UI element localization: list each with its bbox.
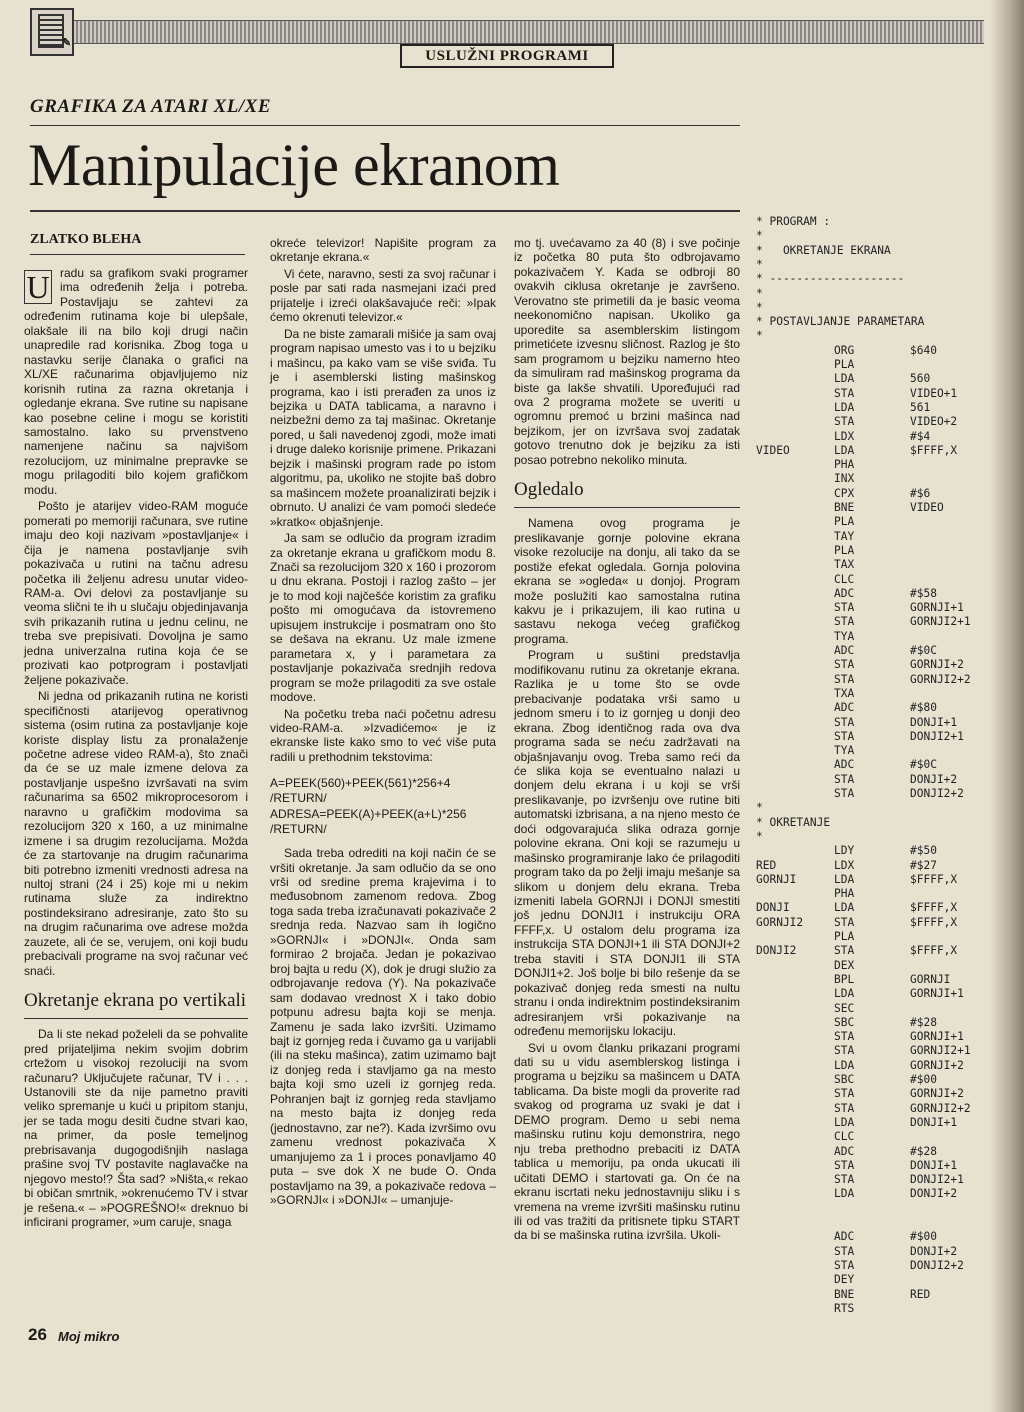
title-rule	[30, 210, 740, 212]
listing-opcode: STA	[834, 1044, 855, 1058]
header-bar	[32, 20, 984, 44]
listing-opcode: ADC	[834, 1230, 855, 1244]
listing-operand: DONJI2+1	[910, 1173, 964, 1187]
listing-label: VIDEO	[756, 443, 790, 457]
listing-operand: DONJI2+2	[910, 787, 964, 800]
listing-operand: DONJI+2	[910, 772, 958, 786]
listing-opcode: STA	[834, 658, 855, 672]
listing-label: * OKRETANJE	[756, 815, 831, 829]
author-byline: ZLATKO BLEHA	[30, 232, 142, 247]
listing-operand: GORNJI2+1	[910, 1044, 971, 1058]
listing-opcode: CLC	[834, 572, 855, 586]
listing-operand: GORNJI2+2	[910, 672, 971, 686]
col1-paragraph-2: Pošto je atarijev video-RAM moguće pomerati po memoriji računara, sve rutine imaju deo koji nazivam »postavljanje« i čija je namena postavljanje svih pokazivača u rutini na tačnu adresu početka ili željenu adresu unutar video-RAM-a. Ovi delovi za postavljanje su veoma slični te ih u slučaju objedinjavanja svih prikazanih rutina u jednu celinu, ne treba sve prepisivati. Dovoljna je samo jedna univerzalna rutina koja će se prozivati kao potprogram i postavljati željene pokazivače.	[24, 499, 248, 687]
code-line-2: ADRESA=PEEK(A)+PEEK(a+L)*256 /RETURN/	[270, 807, 467, 836]
listing-label: *	[756, 300, 763, 314]
listing-opcode: ADC	[834, 1144, 855, 1158]
listing-operand: $FFFF,X	[910, 443, 958, 457]
col3-paragraph-4: Svi u ovom članku prikazani programi dati su u vidu asemblerskog listinga i programa u bejziku sa mašincem u DATA tablicama. Da biste mogli da proverite rad svakog od programa uz svaki je dat i DEMO program. Demo u sebi nema mašinsku rutinu koju demonstrira, nego nju treba prethodno prebaciti iz DATA tablica u memoriju, pa onda ukucati ili učitati DEMO i startovati ga. On će na ekranu iscrtati neku jednostavniju sliku i s vremena na vreme izvršiti mašinsku rutinu ili od vas tražiti da pritisnete tipku START da bi se mašinska rutina izvršila. Ukoli-	[514, 1040, 740, 1243]
col2-paragraph-6: Sada treba odrediti na koji način će se vršiti okretanje. Ja sam odlučio da se ono vrši od sredine prema krajevima i to međusobnom zamenom redova. Zbog toga sada treba izračunavati pokazivače 2 srednja reda. Nazvao sam ih logično »GORNJI« i »DONJI«. Onda sam formirao 2 brojača. Jedan je pokazivao broj bajta u redu (X), dok je drugi služio za odbrojavanje redova (Y). Na pokazivače sam dodavao vrednost X i tako dobio potpunu adresu bajta koji se menja. Zamenu je sada lako izvršiti. Uzimamo bajt iz gornjeg reda i čuvamo ga u varijabli (ili na steku mašinca), zatim uzimamo bajt iz donjeg reda i stavljamo ga na mesto bajta koji smo uzeli iz gornjeg reda. Pohranjen bajt iz gornjeg reda stavljamo na mesto bajta iz donjeg reda (jednostavno, zar ne?). Kada izvršimo ovu zamenu vrednost pokazivača X umanjujemo za 1 i proces ponavljamo 40 puta – sve dok X ne bude O. Onda postavljamo na 39, a pokazivače redova – »GORNJI« i »DONJI« – umanjuje-	[270, 846, 496, 1207]
listing-label: * --------------------	[756, 272, 905, 286]
byline-rule	[30, 254, 245, 255]
listing-opcode: BPL	[834, 972, 855, 986]
listing-operand: #$58	[910, 586, 937, 600]
listing-opcode: ADC	[834, 586, 855, 600]
listing-opcode: STA	[834, 729, 855, 743]
listing-opcode: PLA	[834, 358, 855, 371]
computer-logo-icon: ✎	[30, 8, 74, 56]
listing-opcode: ORG	[834, 343, 855, 357]
listing-opcode: STA	[834, 772, 855, 786]
drop-cap: U	[24, 270, 52, 304]
col1-paragraph-3: Ni jedna od prikazanih rutina ne koristi specifičnosti atarijevog operativnog sistema (osim rutina za postavljanje koje koriste display listu za pronalaženje početne adrese video RAM-a), što znači da će se uz male izmene delova za postavljanje uspešno izvršavati na svim računarima sa 6502 mikroprocesorom i naravno u grafičkim modovima sa rezolucijom 320 x 160, a uz minimalne izmene i sa drugim rezolucijama. Možda će za startovanje na drugim računarima biti potrebno izmeniti vrednosti adresa na nultoj strani (24 i 25) koje mi u nekim rutinama služe za indirektno postindeksirano adresiranje, zato što su na drugim računarima ove adrese možda zauzete, ali će se, verujem, oni koji budu prebacivali programe na svoj računar već snaći.	[24, 689, 248, 978]
listing-label: * OKRETANJE EKRANA	[756, 243, 891, 257]
page-number: 26	[28, 1325, 47, 1344]
subhead-mirror: Ogledalo	[514, 479, 740, 508]
listing-operand: #$0C	[910, 758, 937, 772]
listing-operand: GORNJI+1	[910, 1030, 964, 1044]
listing-opcode: STA	[834, 1244, 855, 1258]
listing-operand: GORNJI2+2	[910, 1101, 971, 1115]
listing-opcode: STA	[834, 601, 855, 615]
listing-opcode: DEY	[834, 1273, 855, 1287]
listing-opcode: LDA	[834, 987, 855, 1001]
listing-opcode: INX	[834, 472, 855, 486]
listing-label: *	[756, 229, 763, 243]
listing-label: *	[756, 257, 763, 271]
listing-label: * PROGRAM :	[756, 215, 831, 228]
listing-opcode: BNE	[834, 501, 855, 514]
col2-paragraph-1: okreće televizor! Napišite program za okretanje ekrana.«	[270, 236, 496, 265]
listing-opcode: STA	[834, 944, 855, 958]
col3-paragraph-2: Namena ovog programa je preslikavanje gornje polovine ekrana visoke rezolucije na donju, ali tako da se postiže efekat ogledala. Gornja polovina ekrana se »ogleda« u donjoj. Program može poslužiti kao samostalna rutina kakvu je i prikazujem, ili kao rutina u sastavu nekoga većeg grafičkog programa.	[514, 516, 740, 646]
listing-opcode: TYA	[834, 744, 855, 758]
listing-operand: $FFFF,X	[910, 944, 958, 958]
listing-opcode: PHA	[834, 458, 855, 472]
listing-operand: GORNJI+1	[910, 987, 964, 1001]
listing-operand: DONJI+1	[910, 715, 958, 729]
listing-opcode: LDA	[834, 372, 855, 386]
listing-label: GORNJI	[756, 872, 797, 886]
listing-opcode: ADC	[834, 644, 855, 657]
listing-operand: DONJI+1	[910, 1158, 958, 1172]
listing-operand: #$28	[910, 1015, 937, 1029]
listing-opcode: LDA	[834, 443, 855, 457]
listing-opcode: LDA	[834, 901, 855, 915]
article-column-3	[514, 236, 740, 1245]
listing-opcode: SEC	[834, 1001, 855, 1015]
listing-opcode: STA	[834, 1173, 855, 1187]
listing-opcode: RTS	[834, 1301, 855, 1315]
listing-operand: $FFFF,X	[910, 872, 958, 886]
col2-paragraph-3: Da ne biste zamarali mišiće ja sam ovaj program napisao umesto vas i to u bejziku i mašincu, pa kako vam se više sviđa. Tu je i asemblerski listing mašinskog programa, kao i isti prerađen za unos iz bejzika u DATA tablicama, a naravno i neizbežni demo za taj mašinac. Okretanje pored, u šali navedenoj zgodi, može imati i druge daleko korisnije primene. Prikazani bejzik i mašinski program rade po istom algoritmu, pa, ukoliko ne stojite baš dobro sa mašincem možete proanalizirati bejzik i obrnuto. U analizi će vam pomoći sledeće »kratko« objašnjenje.	[270, 326, 496, 529]
listing-operand: #$27	[910, 858, 937, 872]
listing-label: DONJI	[756, 901, 790, 915]
listing-operand: RED	[910, 1287, 931, 1301]
section-tag: USLUŽNI PROGRAMI	[400, 44, 614, 68]
listing-opcode: CLC	[834, 1130, 855, 1144]
listing-operand: VIDEO+2	[910, 415, 958, 429]
listing-operand: #$00	[910, 1230, 937, 1244]
listing-opcode: LDA	[834, 1187, 855, 1201]
listing-opcode: TYA	[834, 629, 855, 643]
article-column-2	[270, 236, 496, 1209]
listing-opcode: STA	[834, 1030, 855, 1044]
listing-opcode: DEX	[834, 958, 855, 972]
col1-paragraph-4: Da li ste nekad poželeli da se pohvalite pred prijateljima nekim svojim dobrim crtežom u visokoj rezoluciji na svom računaru? Uključujete računar, TV i . . . Ustanovili ste da nije pametno praviti veliko spremanje u kući u pripitom stanju, jer se tada mogu desiti čudne stvari kao, na primer, da posle temeljnog prebrisavanja dugogodišnjih naslaga prašine svoj TV postavite naglavačke na njegovo mesto!? Šta sad? »Ništa,« rekao bi običan smrtnik, »okrenućemo TV i stvar je rešena.« – »POGREŠNO!« dreknuo bi inficirani programer, »um caruje, snaga	[24, 1027, 248, 1230]
listing-opcode: STA	[834, 1101, 855, 1115]
col2-paragraph-5: Na početku treba naći početnu adresu video-RAM-a. »Izvadićemo« je iz ekranske liste kako smo to već više puta radili u prethodnim tekstovima:	[270, 706, 496, 764]
listing-operand: GORNJI+1	[910, 601, 964, 615]
listing-label: *	[756, 801, 763, 815]
listing-opcode: BNE	[834, 1287, 855, 1301]
listing-opcode: PLA	[834, 930, 855, 943]
subhead-vertical-flip: Okretanje ekrana po vertikali	[24, 990, 248, 1019]
listing-label: * POSTAVLJANJE PARAMETARA	[756, 315, 925, 329]
listing-opcode: LDA	[834, 400, 855, 414]
col2-paragraph-2: Vi ćete, naravno, sesti za svoj računar i posle par sati rada nasmejani izaći pred prijatelje i izreći olakšavajuće reči: »Ipak ćemo okrenuti televizor.«	[270, 266, 496, 325]
listing-opcode: STA	[834, 615, 855, 629]
listing-operand: DONJI+2	[910, 1187, 958, 1201]
listing-opcode: STA	[834, 415, 855, 429]
listing-operand: #$28	[910, 1144, 937, 1158]
listing-operand: VIDEO+1	[910, 386, 958, 400]
code-line-1: A=PEEK(560)+PEEK(561)*256+4 /RETURN/	[270, 776, 451, 805]
listing-opcode: ADC	[834, 701, 855, 715]
listing-operand: DONJI2+2	[910, 1258, 964, 1272]
listing-operand: GORNJI	[910, 972, 951, 986]
listing-opcode: LDA	[834, 1115, 855, 1129]
listing-opcode: PHA	[834, 887, 855, 901]
listing-opcode: STA	[834, 787, 855, 800]
listing-label: *	[756, 286, 763, 300]
listing-operand: $FFFF,X	[910, 915, 958, 929]
listing-operand: GORNJI2+1	[910, 615, 971, 629]
listing-operand: VIDEO	[910, 501, 944, 514]
listing-label: *	[756, 329, 763, 343]
listing-opcode: LDA	[834, 872, 855, 886]
listing-opcode: STA	[834, 1087, 855, 1101]
listing-operand: GORNJI+2	[910, 658, 964, 672]
listing-opcode: TAX	[834, 558, 855, 572]
listing-opcode: STA	[834, 1258, 855, 1272]
listing-opcode: STA	[834, 1158, 855, 1172]
listing-operand: DONJI+2	[910, 1244, 958, 1258]
listing-operand: 561	[910, 400, 931, 414]
listing-opcode: STA	[834, 915, 855, 929]
article-kicker: GRAFIKA ZA ATARI XL/XE	[30, 96, 272, 117]
listing-opcode: STA	[834, 672, 855, 686]
col2-paragraph-4: Ja sam se odlučio da program izradim za okretanje ekrana u grafičkom modu 8. Znači sa rezolucijom 320 x 160 i prozorom u dnu ekrana. Postoji i razlog zašto – jer je to mod koji najčešće koristim za grafiku pošto mi omogućava da istovremeno upisujem instrukcije i posmatram ono što se dešava na ekranu. Uz male izmene parametara x, y i parametara za postavljanje pokazivača srednjih redova program se može prilagoditi za sve ostale modove.	[270, 531, 496, 705]
listing-operand: #$4	[910, 429, 931, 443]
listing-operand: GORNJI+2	[910, 1087, 964, 1101]
listing-operand: #$80	[910, 701, 937, 715]
listing-opcode: STA	[834, 386, 855, 400]
listing-opcode: LDA	[834, 1058, 855, 1072]
listing-opcode: CPX	[834, 486, 855, 500]
col3-paragraph-1: mo tj. uvećavamo za 40 (8) i sve počinje iz početka 80 puta što odbrojavamo pokazivačem Y. Kada se odbroji 80 ovakvih ciklusa okretanje je završeno. Verovatno ste primetili da je basic veoma neekonomično napisan. Ukoliko ga uporedite sa asemblerskim listingom primetićete izvesnu sličnost. Razlog je što sam programom u bejziku namerno hteo da simuliram rad mašinskog programa da biste ga lakše shvatili. Upoređujući rad ova 2 programa možete se uveriti u ogromnu premoć u brzini mašinca nad bejzikom, jer on izvršava svoj zadatak gotovo trenutno dok je bejziku za isti posao potrebno nekoliko minuta.	[514, 236, 740, 467]
listing-opcode: ADC	[834, 758, 855, 772]
listing-operand: #$50	[910, 844, 937, 858]
col1-paragraph-1: radu sa grafikom svaki programer ima određenih želja i potreba. Postavljaju se zahtevi za određenim rutinama koje bi ulepšale, olakšale ili na bilo koji drugi način unapredile rad korisnika. Zbog toga u nastavku serije članaka o grafici na XL/XE računarima objavljujemo niz korisnih rutina za razna okretanja i ogledanje ekrana. Sve rutine su napisane kao posebne celine i mogu se koristiti samostalno. Iako su prvenstveno namenjene načinu sa najvišom rezolucijom, uz minimalne prepravke se mogu prilagoditi bilo kojem grafičkom modu.	[24, 266, 248, 497]
listing-label: DONJI2	[756, 944, 797, 958]
listing-label: *	[756, 829, 763, 843]
col3-paragraph-3: Program u suštini predstavlja modifikovanu rutinu za okretanje ekrana. Razlika je u tome što se ovde prebacivanje podataka vrši samo u jednom smeru i to iz gornjeg u donji deo ekrana. Zbog identičnog rada ova dva programa sada se neću zadržavati na objašnjavanju ovog. Treba samo reći da će slika koja se eventualno nalazi u donjem delu ekrana i u koji se vrši preslikavanje, po izvršenju ove rutine biti automatski izbrisana, a na njeno mesto će doći odgovarajuća slika odraza gornje polovine ekrana. Oni koji se razumeju u mašinsko programiranje lako će prilagoditi program tako da po želji imaju mešanje sa slikom u donjem delu ekrana. Treba izmeniti labela GORNJI i DONJI smestiti još jednu DONJI1 i instrukciju ORA FFFF,x. U ostalom delu programa iza instrukcija STA DONJI+1 ili STA DONJI+2 treba staviti i STA DONJI1 ili STA DONJI1+2. Još bolje bi bilo rešenje da se pokazivač donjeg reda smesti na nultu stranu i onda indirektnim postindeksiranim adresiranjem vrši pokazivanje na određenu memorijsku lokaciju.	[514, 648, 740, 1039]
listing-operand: GORNJI+2	[910, 1058, 964, 1072]
listing-opcode: SBC	[834, 1015, 855, 1029]
magazine-name: Moj mikro	[58, 1329, 120, 1344]
listing-opcode: PLA	[834, 543, 855, 557]
article-column-1	[24, 266, 248, 1232]
article-title: Manipulacije ekranom	[28, 132, 560, 198]
kicker-rule	[30, 125, 740, 126]
listing-opcode: TAY	[834, 529, 855, 543]
listing-operand: $640	[910, 343, 937, 357]
listing-operand: DONJI2+1	[910, 729, 964, 743]
listing-label: GORNJI2	[756, 915, 804, 929]
listing-operand: 560	[910, 372, 931, 386]
listing-opcode: PLA	[834, 515, 855, 529]
listing-opcode: LDY	[834, 844, 855, 858]
listing-operand: DONJI+1	[910, 1115, 958, 1129]
listing-label: RED	[756, 858, 777, 872]
listing-operand: #$00	[910, 1073, 937, 1086]
listing-opcode: LDX	[834, 858, 855, 872]
assembler-listing	[756, 215, 990, 1335]
page-spine-shadow	[990, 0, 1024, 1412]
listing-opcode: SBC	[834, 1073, 855, 1086]
listing-opcode: LDX	[834, 429, 855, 443]
listing-operand: $FFFF,X	[910, 901, 958, 915]
listing-operand: #$6	[910, 486, 931, 500]
listing-opcode: STA	[834, 715, 855, 729]
listing-opcode: TXA	[834, 686, 855, 700]
listing-operand: #$0C	[910, 644, 937, 657]
